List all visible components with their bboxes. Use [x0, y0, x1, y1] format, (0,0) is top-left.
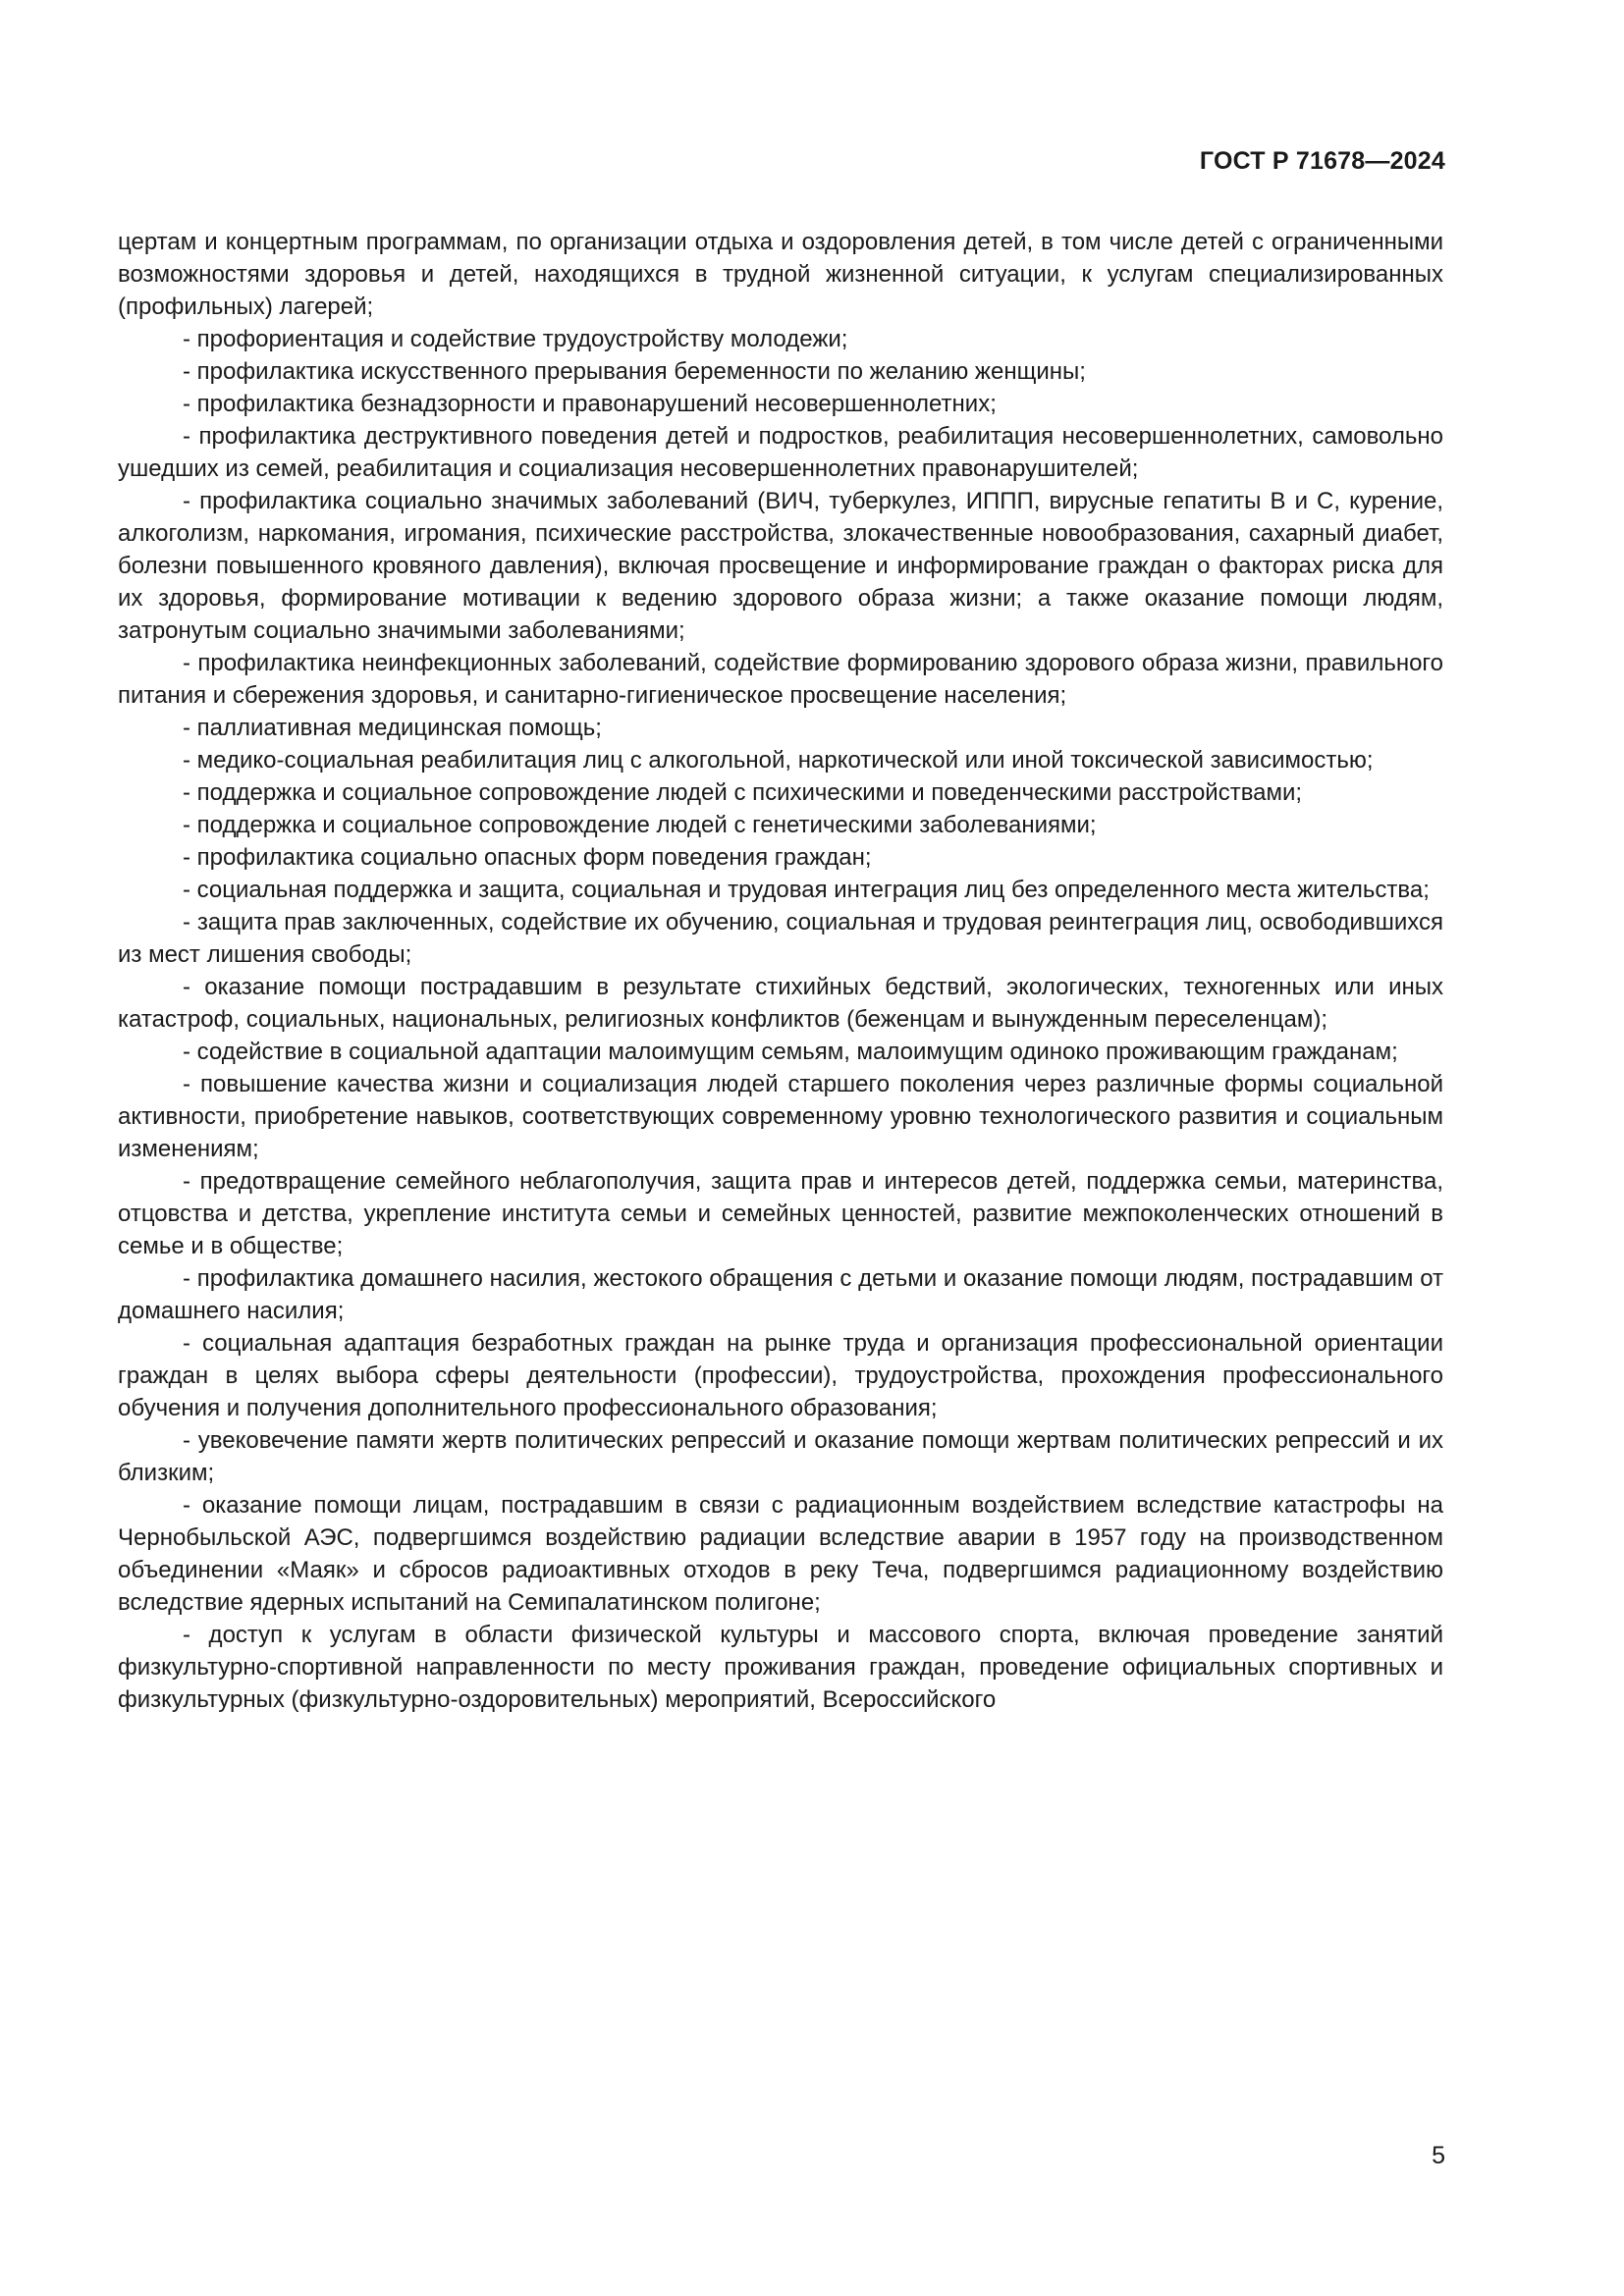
list-item: - защита прав заключенных, содействие их обучению, социальная и трудовая реинтеграция лиц, освободившихся из мест лишения свободы; [118, 909, 1443, 968]
list-item: - профилактика социально опасных форм поведения граждан; [183, 844, 872, 871]
list-item: - профилактика домашнего насилия, жестокого обращения с детьми и оказание помощи людям, пострадавшим от домашнего насилия; [118, 1265, 1443, 1324]
list-item: - поддержка и социальное сопровождение людей с психическими и поведенческими расстройствами; [183, 779, 1303, 806]
continuation-paragraph: цертам и концертным программам, по организации отдыха и оздоровления детей, в том числе детей с ограниченными возможностями здоровья и детей, находящихся в трудной жизненной ситуации, к услугам специализированных (профильных) лагерей; [118, 229, 1443, 320]
list-item: - профилактика безнадзорности и правонарушений несовершеннолетних; [183, 391, 997, 417]
list-item: - доступ к услугам в области физической культуры и массового спорта, включая проведение занятий физкультурно-спортивной направленности по месту проживания граждан, проведение официальных спортивных и физкультурных (физкультурно-оздоровительных) мероприятий, Всероссийского [118, 1622, 1443, 1713]
page-number: 5 [1432, 2142, 1445, 2169]
document-body [118, 226, 1443, 1716]
list-item: - профилактика деструктивного поведения детей и подростков, реабилитация несовершеннолетних, самовольно ушедших из семей, реабилитация и социализация несовершеннолетних правонарушителей; [118, 423, 1443, 482]
list-item: - социальная адаптация безработных граждан на рынке труда и организация профессиональной ориентации граждан в целях выбора сферы деятельности (профессии), трудоустройства, прохождения профессионального обучения и получения дополнительного профессионального образования; [118, 1330, 1443, 1421]
list-item: - оказание помощи лицам, пострадавшим в связи с радиационным воздействием вследствие катастрофы на Чернобыльской АЭС, подвергшимся воздействию радиации вследствие аварии в 1957 году на производственном объединении «Маяк» и сбросов радиоактивных отходов в реку Теча, подвергшимся радиационному воздействию вследствие ядерных испытаний на Семипалатинском полигоне; [118, 1492, 1443, 1616]
list-item: - профилактика социально значимых заболеваний (ВИЧ, туберкулез, ИППП, вирусные гепатиты В и С, курение, алкоголизм, наркомания, игромания, психические расстройства, злокачественные новообразования, сахарный диабет, болезни повышенного кровяного давления), включая просвещение и информирование граждан о факторах риска для их здоровья, формирование мотивации к ведению здорового образа жизни; а также оказание помощи людям, затронутым социально значимыми заболеваниями; [118, 488, 1443, 644]
list-item: - повышение качества жизни и социализация людей старшего поколения через различные формы социальной активности, приобретение навыков, соответствующих современному уровню технологического развития и социальным изменениям; [118, 1071, 1443, 1162]
list-item: - увековечение памяти жертв политических репрессий и оказание помощи жертвам политических репрессий и их близким; [118, 1427, 1443, 1486]
list-item: - социальная поддержка и защита, социальная и трудовая интеграция лиц без определенного места жительства; [183, 877, 1430, 903]
list-item: - профориентация и содействие трудоустройству молодежи; [183, 326, 848, 352]
list-item: - профилактика искусственного прерывания беременности по желанию женщины; [183, 358, 1086, 385]
list-item: - профилактика неинфекционных заболеваний, содействие формированию здорового образа жизни, правильного питания и сбережения здоровья, и санитарно-гигиеническое просвещение населения; [118, 650, 1443, 709]
list-item: - предотвращение семейного неблагополучия, защита прав и интересов детей, поддержка семьи, материнства, отцовства и детства, укрепление института семьи и семейных ценностей, развитие межпоколенческих отношений в семье и в обществе; [118, 1168, 1443, 1259]
list-item: - паллиативная медицинская помощь; [183, 715, 602, 741]
document-code-header: ГОСТ Р 71678—2024 [1199, 147, 1445, 175]
list-item: - содействие в социальной адаптации малоимущим семьям, малоимущим одиноко проживающим гражданам; [183, 1039, 1398, 1065]
list-item: - поддержка и социальное сопровождение людей с генетическими заболеваниями; [183, 812, 1097, 838]
list-item: - медико-социальная реабилитация лиц с алкогольной, наркотической или иной токсической зависимостью; [183, 747, 1374, 774]
list-item: - оказание помощи пострадавшим в результате стихийных бедствий, экологических, техногенных или иных катастроф, социальных, национальных, религиозных конфликтов (беженцам и вынужденным переселенцам); [118, 974, 1443, 1033]
